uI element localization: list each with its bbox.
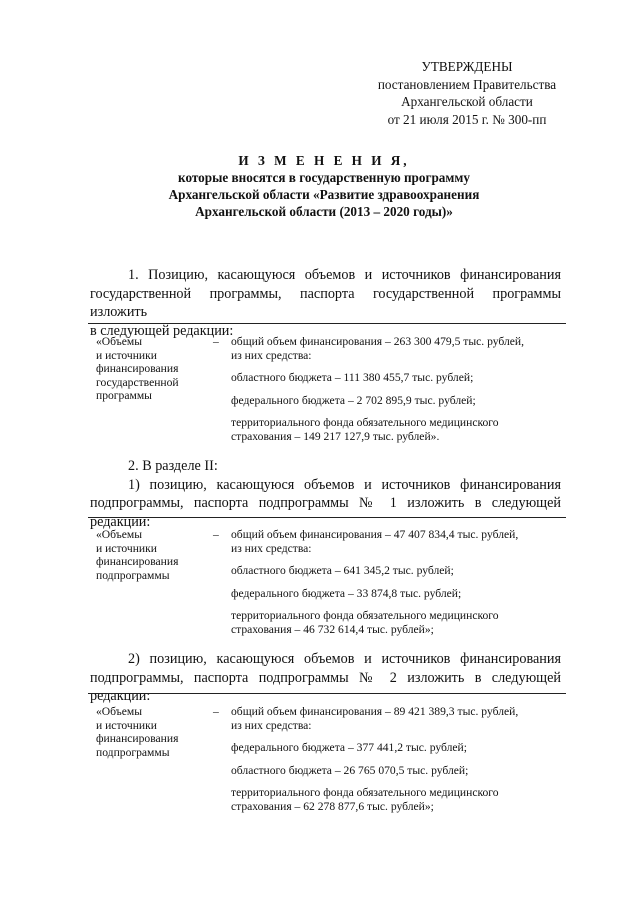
block-1-label-line: государственной [96,375,179,389]
block-1-line: областного бюджета – 111 380 455,7 тыс. рублей; [231,371,474,384]
item-1-line-3: в следующей редакции: [90,322,234,339]
block-3-top-rule [88,693,566,694]
block-1-label [96,335,206,403]
approval-region: Архангельской области [401,94,533,109]
block-3-label [96,705,206,759]
item-1-line-1: 1. Позицию, касающуюся объемов и источников финансирования [128,267,561,283]
block-2-line: федерального бюджета – 33 874,8 тыс. рублей; [231,586,462,600]
block-1-line: федерального бюджета – 2 702 895,9 тыс. рублей; [231,393,476,407]
block-2-label [96,528,206,582]
block-3-line: федерального бюджета – 377 441,2 тыс. рублей; [231,741,467,754]
block-2-dash: – [213,528,219,541]
block-3-content [231,705,566,813]
block-3-line: областного бюджета – 26 765 070,5 тыс. рублей; [231,763,469,777]
block-1-dash: – [213,335,219,348]
title-heading: И З М Е Н Е Н И Я, [238,153,410,168]
block-1-line: общий объем финансирования – 263 300 479,5 тыс. рублей, [231,335,525,348]
approval-resolution: постановлением Правительства [377,76,557,92]
item-1-line-2: государственной программы, паспорта государственной программы изложить [90,285,561,320]
approval-title: УТВЕРЖДЕНЫ [421,59,513,74]
block-3-dash: – [213,705,219,718]
block-3-line: из них средства: [231,718,312,732]
approval-date: от 21 июля 2015 г. № 300-пп [387,111,547,127]
block-1-label-line: финансирования [96,362,179,375]
item-2-line-1: 1) позицию, касающуюся объемов и источников финансирования [128,476,561,493]
item-2-paragraph [90,457,561,531]
block-3-label-line: «Объемы [96,705,143,718]
block-3-label-line: финансирования [96,732,179,745]
block-2-top-rule [88,517,566,518]
block-3-line: страхования – 62 278 877,6 тыс. рублей»; [231,799,434,813]
block-2-label-line: и источники [96,541,157,555]
item-1-paragraph [90,266,561,340]
block-2-label-line: подпрограммы [96,568,170,582]
item-3-line-1: 2) позицию, касающуюся объемов и источников финансирования [128,651,561,667]
block-2-line: территориального фонда обязательного медицинского [231,609,499,622]
block-2-content [231,528,566,636]
block-3-label-line: и источники [96,718,157,732]
block-3-line: территориального фонда обязательного медицинского [231,786,499,799]
title-line-2: которые вносятся в государственную программу [178,170,470,185]
block-2-label-line: финансирования [96,555,179,568]
approval-block [372,58,562,128]
block-1-label-line: и источники [96,348,157,362]
block-2-line: из них средства: [231,541,312,555]
block-1-content [231,335,566,443]
block-3-line: общий объем финансирования – 89 421 389,3 тыс. рублей, [231,705,519,718]
block-2-line: областного бюджета – 641 345,2 тыс. рублей; [231,564,454,577]
block-2-label-line: «Объемы [96,528,143,541]
title-line-4: Архангельской области (2013 – 2020 годы)» [195,204,453,219]
block-1-top-rule [88,323,566,324]
item-2-heading: 2. В разделе II: [128,458,218,474]
item-3-paragraph [90,650,561,706]
item-2-line-2: подпрограммы, паспорта подпрограммы № 1 изложить в следующей редакции: [90,495,561,530]
block-1-label-line: программы [96,389,152,402]
block-2-line: страхования – 46 732 614,4 тыс. рублей»; [231,622,434,636]
block-3-label-line: подпрограммы [96,745,170,759]
block-1-line: территориального фонда обязательного медицинского [231,416,499,429]
block-1-line: из них средства: [231,348,312,362]
block-1-label-line: «Объемы [96,335,143,348]
title-line-3: Архангельской области «Развитие здравоохранения [168,187,480,202]
item-3-line-2: подпрограммы, паспорта подпрограммы № 2 изложить в следующей редакции: [90,669,561,704]
document-title [96,152,552,220]
block-1-line: страхования – 149 217 127,9 тыс. рублей». [231,429,440,443]
block-2-line: общий объем финансирования – 47 407 834,4 тыс. рублей, [231,528,519,541]
